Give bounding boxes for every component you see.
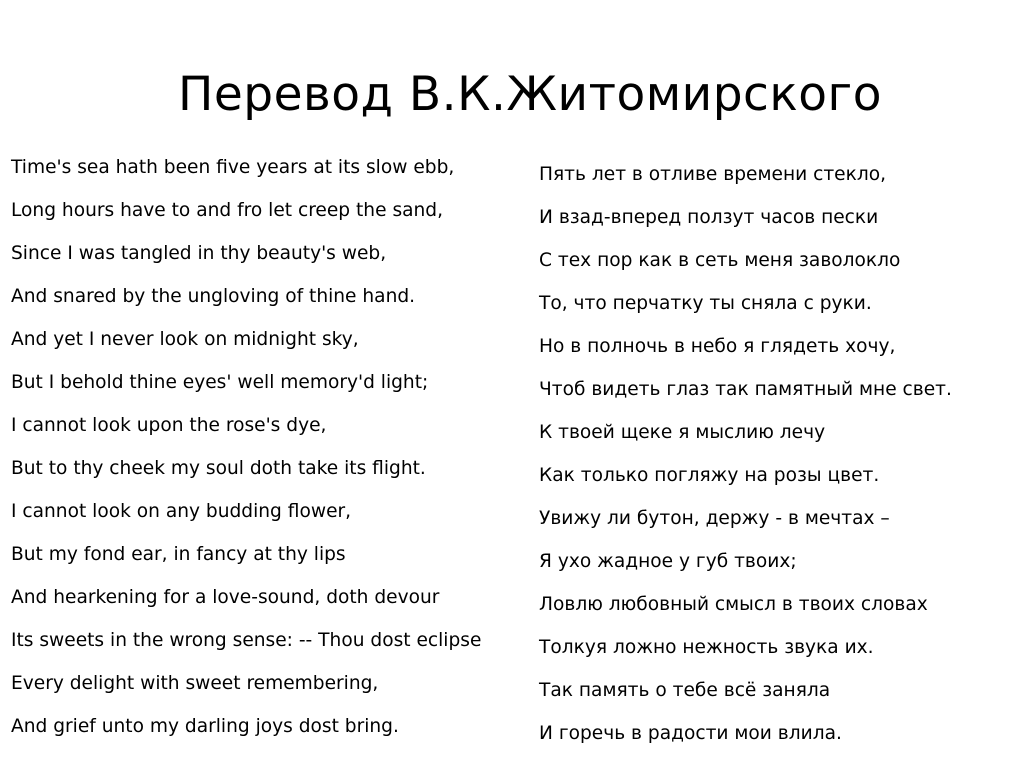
english-line: Every delight with sweet remembering,: [11, 673, 379, 694]
english-line: But to thy cheek my soul doth take its flight.: [11, 458, 426, 479]
russian-line: Увижу ли бутон, держу - в мечтах –: [539, 508, 890, 529]
english-line: And yet I never look on midnight sky,: [11, 329, 359, 350]
english-line: But my fond ear, in fancy at thy lips: [11, 544, 346, 565]
english-line: Long hours have to and fro let creep the sand,: [11, 200, 444, 221]
russian-line: Толкуя ложно нежность звука их.: [539, 637, 874, 658]
english-line: And grief unto my darling joys dost bring.: [11, 716, 399, 737]
russian-line: Ловлю любовный смысл в твоих словах: [539, 594, 928, 615]
english-line: Since I was tangled in thy beauty's web,: [11, 243, 387, 264]
russian-line: К твоей щеке я мыслию лечу: [539, 422, 826, 443]
russian-line: Чтоб видеть глаз так памятный мне свет.: [539, 379, 952, 400]
english-line: Time's sea hath been five years at its slow ebb,: [11, 157, 455, 178]
english-line: And hearkening for a love-sound, doth devour: [11, 587, 440, 608]
russian-line: Как только погляжу на розы цвет.: [539, 465, 880, 486]
russian-line: И горечь в радости мои влила.: [539, 723, 842, 744]
russian-line: Но в полночь в небо я глядеть хочу,: [539, 336, 896, 357]
russian-line: Я ухо жадное у губ твоих;: [539, 551, 797, 572]
english-line: But I behold thine eyes' well memory'd light;: [11, 372, 429, 393]
russian-line: И взад-вперед ползут часов пески: [539, 207, 879, 228]
english-line: Its sweets in the wrong sense: -- Thou dost eclipse: [11, 630, 482, 651]
english-poem: [11, 146, 531, 748]
english-line: And snared by the ungloving of thine hand.: [11, 286, 416, 307]
english-line: I cannot look on any budding flower,: [11, 501, 352, 522]
russian-line: Так память о тебе всё заняла: [539, 680, 831, 701]
english-line: I cannot look upon the rose's dye,: [11, 415, 327, 436]
slide-title: Перевод В.К.Житомирского: [178, 67, 882, 122]
russian-line: С тех пор как в сеть меня заволокло: [539, 250, 901, 271]
russian-poem: [539, 153, 1019, 755]
russian-line: То, что перчатку ты сняла с руки.: [539, 293, 872, 314]
russian-line: Пять лет в отливе времени стекло,: [539, 164, 886, 185]
